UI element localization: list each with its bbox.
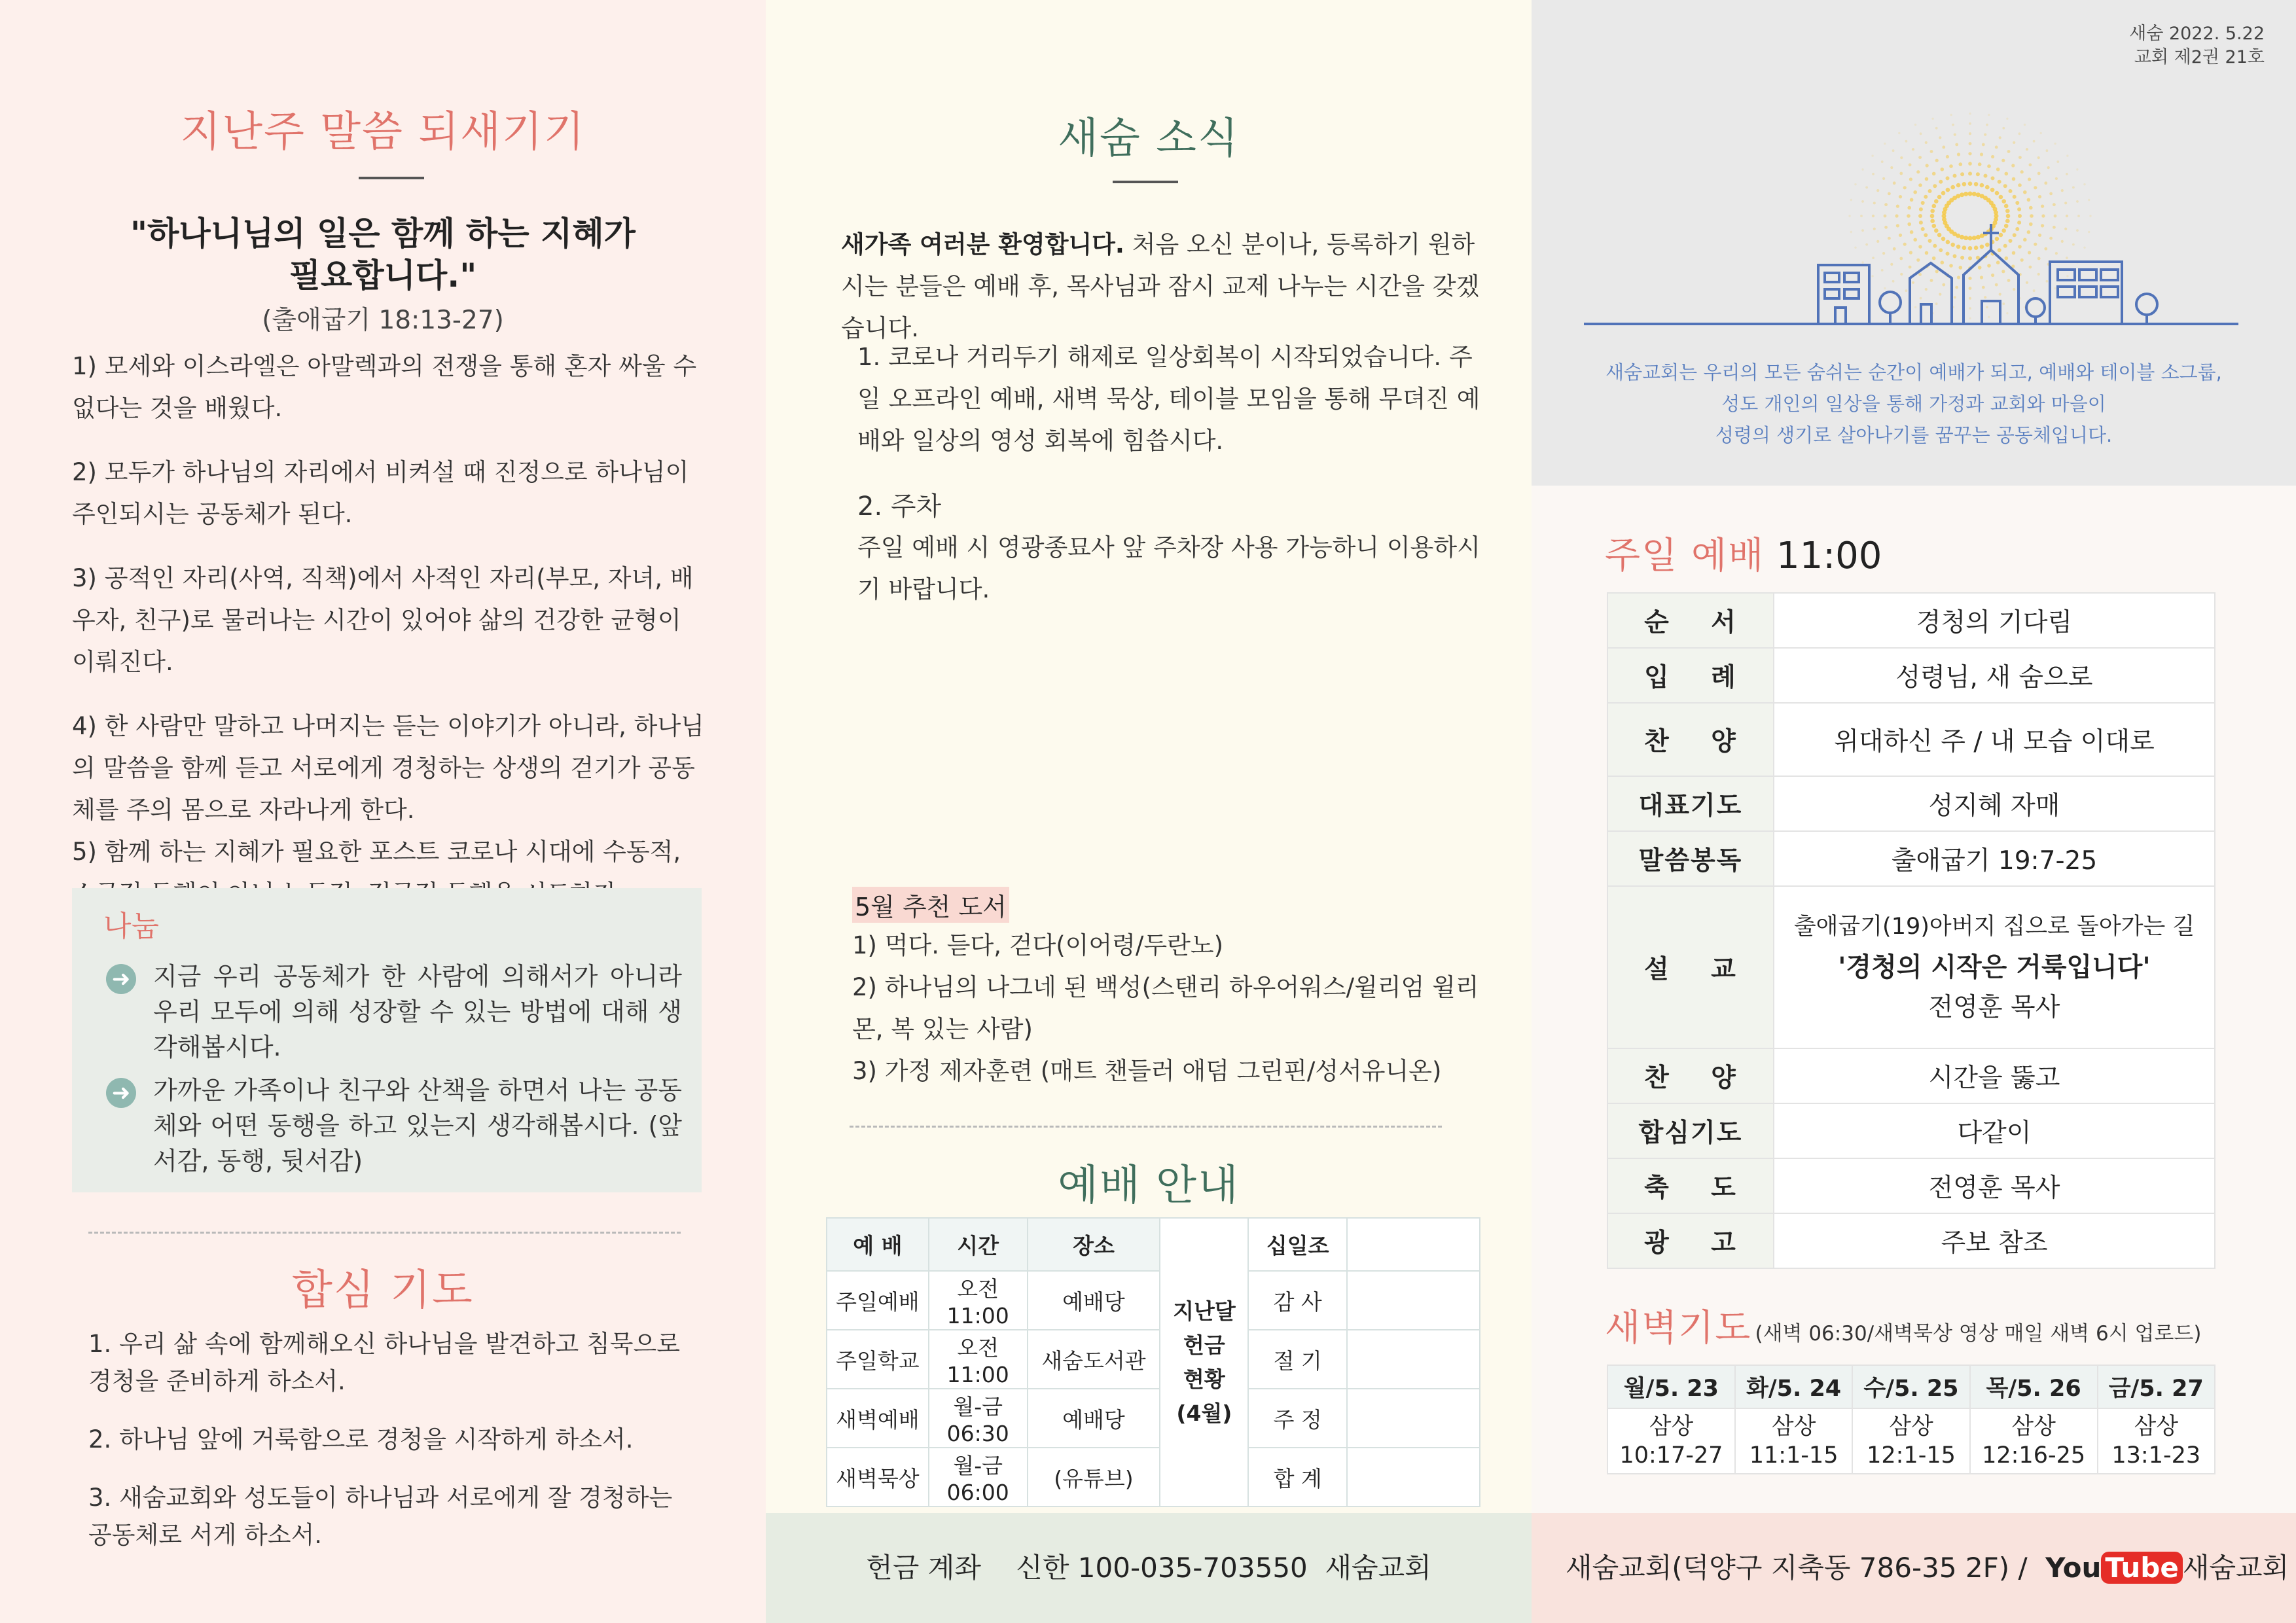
order-row: 순 서 경청의 기다림 — [1607, 593, 2215, 648]
arrow-right-icon: ➜ — [106, 1078, 136, 1108]
news-item: 1. 코로나 거리두기 해제로 일상회복이 시작되었습니다. 주일 오프라인 예배, 새벽 묵상, 테이블 모임을 통해 무뎌진 예배와 일상의 영성 회복에 힘씁시다. — [857, 343, 1480, 455]
panel-last-week-sermon — [0, 0, 766, 1623]
table-cell: 예배당 — [1028, 1389, 1160, 1448]
welcome-text: 처음 오신 분이나, 등록하기 원하시는 분들은 예배 후, 목사님과 잠시 교제 나누는 시간을 갖겠습니다. — [841, 230, 1480, 342]
column-header: 시간 — [929, 1218, 1028, 1271]
sunday-service-heading — [1605, 527, 1882, 579]
sermon-quote — [0, 213, 766, 296]
offering-account-footer — [766, 1513, 1532, 1623]
dawn-ref: 삼상 10:17-27 — [1607, 1408, 1735, 1474]
news-parking-body: 주일 예배 시 영광종묘사 앞 주차장 사용 가능하니 이용하시기 바랍니다. — [857, 533, 1480, 603]
book-item: 1) 먹다. 듣다, 걷다(이어령/두란노) — [852, 931, 1224, 959]
service-time: 11:00 — [1776, 535, 1882, 577]
table-cell: 월-금 06:00 — [929, 1448, 1028, 1507]
town-sunrise-illustration — [1584, 79, 2238, 340]
review-points — [72, 346, 710, 915]
dashed-divider — [850, 1126, 1442, 1128]
table-row — [827, 1271, 1480, 1330]
offering-item-label: 절 기 — [1248, 1330, 1347, 1389]
order-row: 찬 양 위대하신 주 / 내 모습 이대로 — [1607, 703, 2215, 776]
order-row: 말씀봉독 출애굽기 19:7-25 — [1607, 831, 2215, 886]
offering-account-text: 헌금 계좌 신한 100-035-703550 새숨교회 — [866, 1552, 1431, 1584]
sharing-title: 나눔 — [103, 910, 160, 943]
table-cell: 예배당 — [1028, 1271, 1160, 1330]
panel-church-news — [766, 0, 1532, 1623]
worship-order-table — [1607, 592, 2215, 1269]
dawn-ref: 삼상 12:1-15 — [1852, 1408, 1969, 1474]
section-title-worship: 예배 안내 — [1058, 1162, 1240, 1210]
offering-amount-cell — [1347, 1330, 1480, 1389]
book-list — [852, 925, 1507, 1092]
table-cell: 월-금 06:30 — [929, 1389, 1028, 1448]
offering-item-label: 감 사 — [1248, 1271, 1347, 1330]
table-cell: 오전 11:00 — [929, 1271, 1028, 1330]
order-row-sermon: 설 교 출애굽기(19)아버지 집으로 돌아가는 길 '경청의 시작은 거룩입니다' 전영훈 목사 — [1607, 886, 2215, 1048]
offering-item-label: 십일조 — [1248, 1218, 1347, 1271]
review-point: 2) 모두가 하나님의 자리에서 비켜설 때 진정으로 하나님이 주인되시는 공동체가 된다. — [72, 458, 689, 528]
arrow-right-icon: ➜ — [106, 964, 136, 994]
order-row: 대표기도 성지혜 자매 — [1607, 776, 2215, 831]
dawn-day: 월/5. 23 — [1607, 1365, 1735, 1408]
review-point: 4) 한 사람만 말하고 나머지는 듣는 이야기가 아니라, 하나님의 말씀을 함께 듣고 서로에게 경청하는 상생의 걷기가 공동체를 주의 몸으로 자라나게 한다. — [72, 712, 704, 824]
sharing-item: ➜ 지금 우리 공동체가 한 사람에 의해서가 아니라 우리 모두에 의해 성장할 수 있는 방법에 대해 생각해봅시다. — [106, 959, 682, 1065]
table-cell: 주일예배 — [827, 1271, 929, 1330]
offering-amount-cell — [1347, 1271, 1480, 1330]
welcome-bold: 새가족 여러분 환영합니다. — [841, 230, 1124, 259]
welcome-notice — [841, 224, 1496, 349]
quote-line-1: "하나니님의 일은 함께 하는 지혜가 — [130, 215, 636, 253]
title-underline — [1113, 181, 1178, 183]
offering-report-label: 지난달 헌금 현황 (4월) — [1160, 1218, 1248, 1507]
book-item: 2) 하나님의 나그네 된 백성(스탠리 하우어워스/윌리엄 윌리몬, 복 있는 사람) — [852, 973, 1479, 1043]
column-header: 예 배 — [827, 1218, 929, 1271]
title-underline — [359, 177, 424, 179]
dashed-divider — [88, 1232, 681, 1234]
order-row: 입 례 성령님, 새 숨으로 — [1607, 648, 2215, 703]
table-cell: 오전 11:00 — [929, 1330, 1028, 1389]
books-title: 5월 추천 도서 — [852, 887, 1009, 923]
service-label: 주일 예배 — [1605, 535, 1765, 577]
youtube-channel-name: 새숨교회 — [2182, 1552, 2289, 1584]
column-header: 장소 — [1028, 1218, 1160, 1271]
review-point: 3) 공적인 자리(사역, 직책)에서 사적인 자리(부모, 자녀, 배우자, 친구)로 물러나는 시간이 있어야 삶의 건강한 균형이 이뤄진다. — [72, 564, 694, 676]
dawn-day: 목/5. 26 — [1970, 1365, 2098, 1408]
dawn-refs-row — [1607, 1408, 2215, 1474]
church-icon — [1964, 250, 2018, 324]
sharing-box — [72, 888, 702, 1192]
news-parking-title: 2. 주차 — [857, 491, 942, 522]
dawn-prayer-label: 새벽기도 — [1605, 1307, 1752, 1349]
dawn-ref: 삼상 13:1-23 — [2098, 1408, 2215, 1474]
offering-amount-cell — [1347, 1218, 1480, 1271]
offering-item-label: 주 정 — [1248, 1389, 1347, 1448]
worship-table — [826, 1217, 1480, 1507]
sermon-preacher: 전영훈 목사 — [1928, 993, 2060, 1022]
dawn-day: 금/5. 27 — [2098, 1365, 2215, 1408]
review-point: 1) 모세와 이스라엘은 아말렉과의 전쟁을 통해 혼자 싸울 수 없다는 것을 배웠다. — [72, 352, 697, 422]
offering-amount-cell — [1347, 1448, 1480, 1507]
order-row: 찬 양 시간을 뚫고 — [1607, 1048, 2215, 1103]
dawn-ref: 삼상 11:1-15 — [1735, 1408, 1852, 1474]
sermon-title: '경청의 시작은 거룩입니다' — [1838, 952, 2151, 982]
table-cell: 새벽예배 — [827, 1389, 929, 1448]
church-address: 새숨교회(덕양구 지축동 786-35 2F) / — [1566, 1552, 2028, 1584]
prayer-list — [88, 1325, 681, 1554]
prayer-item: 1. 우리 삶 속에 함께해오신 하나님을 발견하고 침묵으로 경청을 준비하게 하소서. — [88, 1330, 680, 1395]
offering-item-label: 합 계 — [1248, 1448, 1347, 1507]
review-point: 5) 함께 하는 지혜가 필요한 포스트 코로나 시대에 수동적, — [72, 838, 681, 866]
issue-info — [2129, 22, 2265, 69]
prayer-item: 3. 새숨교회와 성도들이 하나님과 서로에게 잘 경청하는 공동체로 서게 하소서. — [88, 1484, 673, 1549]
issue-volume: 교회 제2권 21호 — [2134, 47, 2265, 67]
dawn-prayer-note: (새벽 06:30/새벽묵상 영상 매일 새벽 6시 업로드) — [1755, 1322, 2202, 1346]
dawn-day: 화/5. 24 — [1735, 1365, 1852, 1408]
address-footer — [1532, 1513, 2296, 1623]
dawn-prayer-heading — [1605, 1299, 2201, 1351]
youtube-logo[interactable]: You Tube — [2045, 1552, 2183, 1584]
book-item: 3) 가정 제자훈련 (매트 챈들러 애덤 그린핀/성서유니온) — [852, 1057, 1442, 1085]
section-title-prayer: 합심 기도 — [292, 1266, 474, 1315]
panel-cover — [1532, 0, 2296, 1623]
quote-line-2: 필요합니다." — [289, 257, 477, 294]
dawn-day: 수/5. 25 — [1852, 1365, 1969, 1408]
table-row — [827, 1389, 1480, 1448]
tree-icon — [2136, 294, 2157, 315]
quote-reference: (출애굽기 18:13-27) — [262, 306, 504, 335]
sharing-item: ➜ 가까운 가족이나 친구와 산책을 하면서 나는 공동체와 어떤 동행을 하고 있는지 생각해봅시다. (앞서감, 동행, 뒷서감) — [106, 1073, 682, 1179]
tree-icon — [1880, 292, 1901, 313]
table-row — [827, 1330, 1480, 1389]
tree-icon — [2026, 298, 2045, 317]
table-cell: 새숨도서관 — [1028, 1330, 1160, 1389]
building-icon — [2050, 262, 2122, 324]
issue-date: 새숨 2022. 5.22 — [2129, 24, 2265, 44]
order-row: 합심기도 다같이 — [1607, 1103, 2215, 1158]
table-cell: (유튜브) — [1028, 1448, 1160, 1507]
dawn-ref: 삼상 12:16-25 — [1970, 1408, 2098, 1474]
dawn-schedule-table — [1607, 1364, 2215, 1474]
mission-statement: 새숨교회는 우리의 모든 숨쉬는 순간이 예배가 되고, 예배와 테이블 소그룹, 성도 개인의 일상을 통해 가정과 교회와 마을이 성령의 생기로 살아나기를 꿈꾸는 공동체입니다. — [1605, 361, 2222, 446]
order-row: 축 도 전영훈 목사 — [1607, 1158, 2215, 1213]
dawn-days-row — [1607, 1365, 2215, 1408]
sermon-passage: 출애굽기(19)아버지 집으로 돌아가는 길 — [1793, 914, 2195, 940]
offering-amount-cell — [1347, 1389, 1480, 1448]
sunburst-icon — [1848, 113, 2091, 319]
table-cell: 주일학교 — [827, 1330, 929, 1389]
section-title-news: 새숨 소식 — [1058, 115, 1240, 163]
prayer-item: 2. 하나님 앞에 거룩함으로 경청을 시작하게 하소서. — [88, 1425, 634, 1454]
order-row: 광 고 주보 참조 — [1607, 1213, 2215, 1268]
table-header-row — [827, 1218, 1480, 1271]
table-row — [827, 1448, 1480, 1507]
section-title-review: 지난주 말씀 되새기기 — [180, 108, 586, 156]
table-cell: 새벽묵상 — [827, 1448, 929, 1507]
